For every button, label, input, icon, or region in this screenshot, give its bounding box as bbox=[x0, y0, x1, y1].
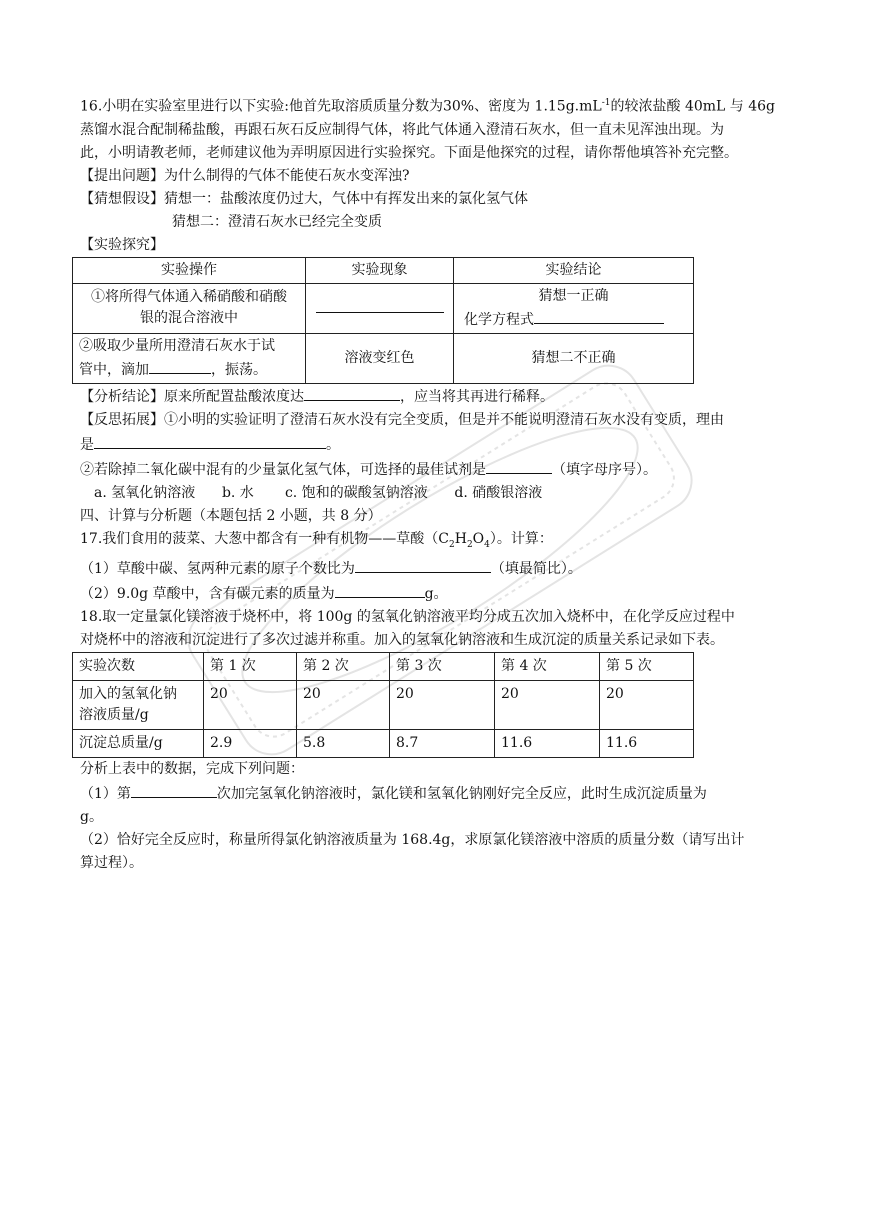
header-phenomenon: 实验现象 bbox=[306, 257, 454, 283]
header-trial-1: 第 1 次 bbox=[204, 653, 297, 681]
q16-question: 【提出问题】为什么制得的气体不能使石灰水变浑浊? bbox=[80, 167, 410, 184]
concentration-blank[interactable] bbox=[304, 384, 400, 401]
table-cell: 20 bbox=[495, 681, 600, 730]
q18-part-2-line1: （2）恰好完全反应时，称量所得氯化钠溶液质量为 168.4g，求原氯化镁溶液中溶质的质量分数（请写出计 bbox=[80, 832, 745, 849]
table-row bbox=[73, 333, 694, 383]
ratio-blank[interactable] bbox=[355, 556, 491, 573]
q18-intro-line2: 对烧杯中的溶液和沉淀进行了多次过滤并称重。加入的氢氧化钠溶液和生成沉淀的质量关系记录如下表。 bbox=[80, 632, 724, 649]
table-header-row bbox=[73, 653, 694, 681]
q18-analyze: 分析上表中的数据，完成下列问题： bbox=[80, 761, 304, 778]
row-label-precipitate: 沉淀总质量/g bbox=[73, 730, 204, 758]
table-row bbox=[73, 730, 694, 758]
q16-options: a. 氢氧化钠溶液 b. 水 c. 饱和的碳酸氢钠溶液 d. 硝酸银溶液 bbox=[94, 484, 543, 501]
q16-hypothesis-2: 猜想二：澄清石灰水已经完全变质 bbox=[172, 213, 382, 230]
q18-part-1: （1）第 次加完氢氧化钠溶液时，氯化镁和氢氧化钠刚好完全反应，此时生成沉淀质量为 bbox=[80, 781, 792, 806]
q18-part-2-line2: 算过程）。 bbox=[80, 855, 143, 872]
table-row bbox=[73, 681, 694, 730]
table-cell: 11.6 bbox=[495, 730, 600, 758]
reagent-choice-blank[interactable] bbox=[486, 457, 552, 474]
worksheet-page bbox=[80, 92, 792, 875]
equation-blank[interactable] bbox=[534, 307, 664, 324]
row2-conclusion: 猜想二不正确 bbox=[454, 333, 694, 383]
table-cell: 20 bbox=[600, 681, 694, 730]
table-row bbox=[73, 283, 694, 333]
q16-intro-line3: 此，小明请教老师，老师建议他为弄明原因进行实验探究。下面是他探究的过程，请你帮他填答补充完整。 bbox=[80, 144, 738, 161]
q17-intro: 17.我们食用的菠菜、大葱中都含有一种有机物——草酸$(C_2H_2O_4)$。计算： bbox=[80, 530, 553, 550]
reagent-blank[interactable] bbox=[149, 357, 211, 374]
table-header-row bbox=[73, 257, 694, 283]
q17-part-1: （1）草酸中碳、氢两种元素的原子个数比为 （填最简比）。 bbox=[80, 556, 792, 581]
table-cell: 11.6 bbox=[600, 730, 694, 758]
carbon-mass-blank[interactable] bbox=[335, 581, 425, 598]
table-cell: 5.8 bbox=[297, 730, 390, 758]
q18-intro-line1: 18.取一定量氯化镁溶液于烧杯中，将 100g 的氢氧化钠溶液平均分成五次加入烧杯中，在化学反应过程中 bbox=[80, 609, 735, 626]
header-operation: 实验操作 bbox=[73, 257, 306, 283]
q16-hypothesis-1: 【猜想假设】猜想一：盐酸浓度仍过大，气体中有挥发出来的氯化氢气体 bbox=[80, 190, 528, 207]
table-cell: 2.9 bbox=[204, 730, 297, 758]
q16-reflect-1b: 是 。 bbox=[80, 432, 792, 457]
q16-explore-heading: 【实验探究】 bbox=[80, 236, 164, 253]
row1-operation: ①将所得气体通入稀硝酸和硝酸 银的混合溶液中 bbox=[73, 283, 306, 333]
trial-number-blank[interactable] bbox=[131, 781, 217, 798]
header-trial-5: 第 5 次 bbox=[600, 653, 694, 681]
table-cell: 8.7 bbox=[390, 730, 495, 758]
q18-part-1-unit: g。 bbox=[80, 809, 103, 826]
header-conclusion: 实验结论 bbox=[454, 257, 694, 283]
row2-operation: ②吸取少量所用澄清石灰水于试 管中，滴加 ，振荡。 bbox=[73, 333, 306, 383]
section-4-heading: 四、计算与分析题（本题包括 2 小题，共 8 分） bbox=[80, 507, 382, 524]
q16-intro-line2: 蒸馏水混合配制稀盐酸，再跟石灰石反应制得气体，将此气体通入澄清石灰水，但一直未见浑浊出现。为 bbox=[80, 121, 724, 138]
q16-reflect-2: ②若除掉二氧化碳中混有的少量氯化氢气体，可选择的最佳试剂是 （填字母序号）。 bbox=[80, 457, 792, 482]
header-trial-4: 第 4 次 bbox=[495, 653, 600, 681]
row2-phenomenon: 溶液变红色 bbox=[306, 333, 454, 383]
table-cell: 20 bbox=[204, 681, 297, 730]
row1-phenomenon-blank[interactable] bbox=[306, 283, 454, 333]
q16-intro-line1: 16.小明在实验室里进行以下实验:他首先取溶质质量分数为30%、密度为 $1.15g.mL^{-1}$的较浓盐酸 40mL 与 46g bbox=[80, 98, 776, 115]
header-trial-3: 第 3 次 bbox=[390, 653, 495, 681]
q16-experiment-table bbox=[72, 257, 694, 384]
q16-reflect-1: 【反思拓展】①小明的实验证明了澄清石灰水没有完全变质，但是并不能说明澄清石灰水没有变质，理由 bbox=[80, 411, 724, 428]
header-trial: 实验次数 bbox=[73, 653, 204, 681]
q18-data-table bbox=[72, 652, 694, 758]
table-cell: 20 bbox=[390, 681, 495, 730]
reason-blank[interactable] bbox=[94, 432, 326, 449]
q17-part-2: （2）9.0g 草酸中，含有碳元素的质量为 g。 bbox=[80, 581, 792, 606]
row1-conclusion: 猜想一正确 化学方程式 bbox=[454, 283, 694, 333]
header-trial-2: 第 2 次 bbox=[297, 653, 390, 681]
table-cell: 20 bbox=[297, 681, 390, 730]
answer-blank[interactable] bbox=[316, 296, 444, 313]
row-label-naoh: 加入的氢氧化钠 溶液质量/g bbox=[73, 681, 204, 730]
q16-analysis: 【分析结论】原来所配置盐酸浓度达 ，应当将其再进行稀释。 bbox=[80, 384, 792, 409]
